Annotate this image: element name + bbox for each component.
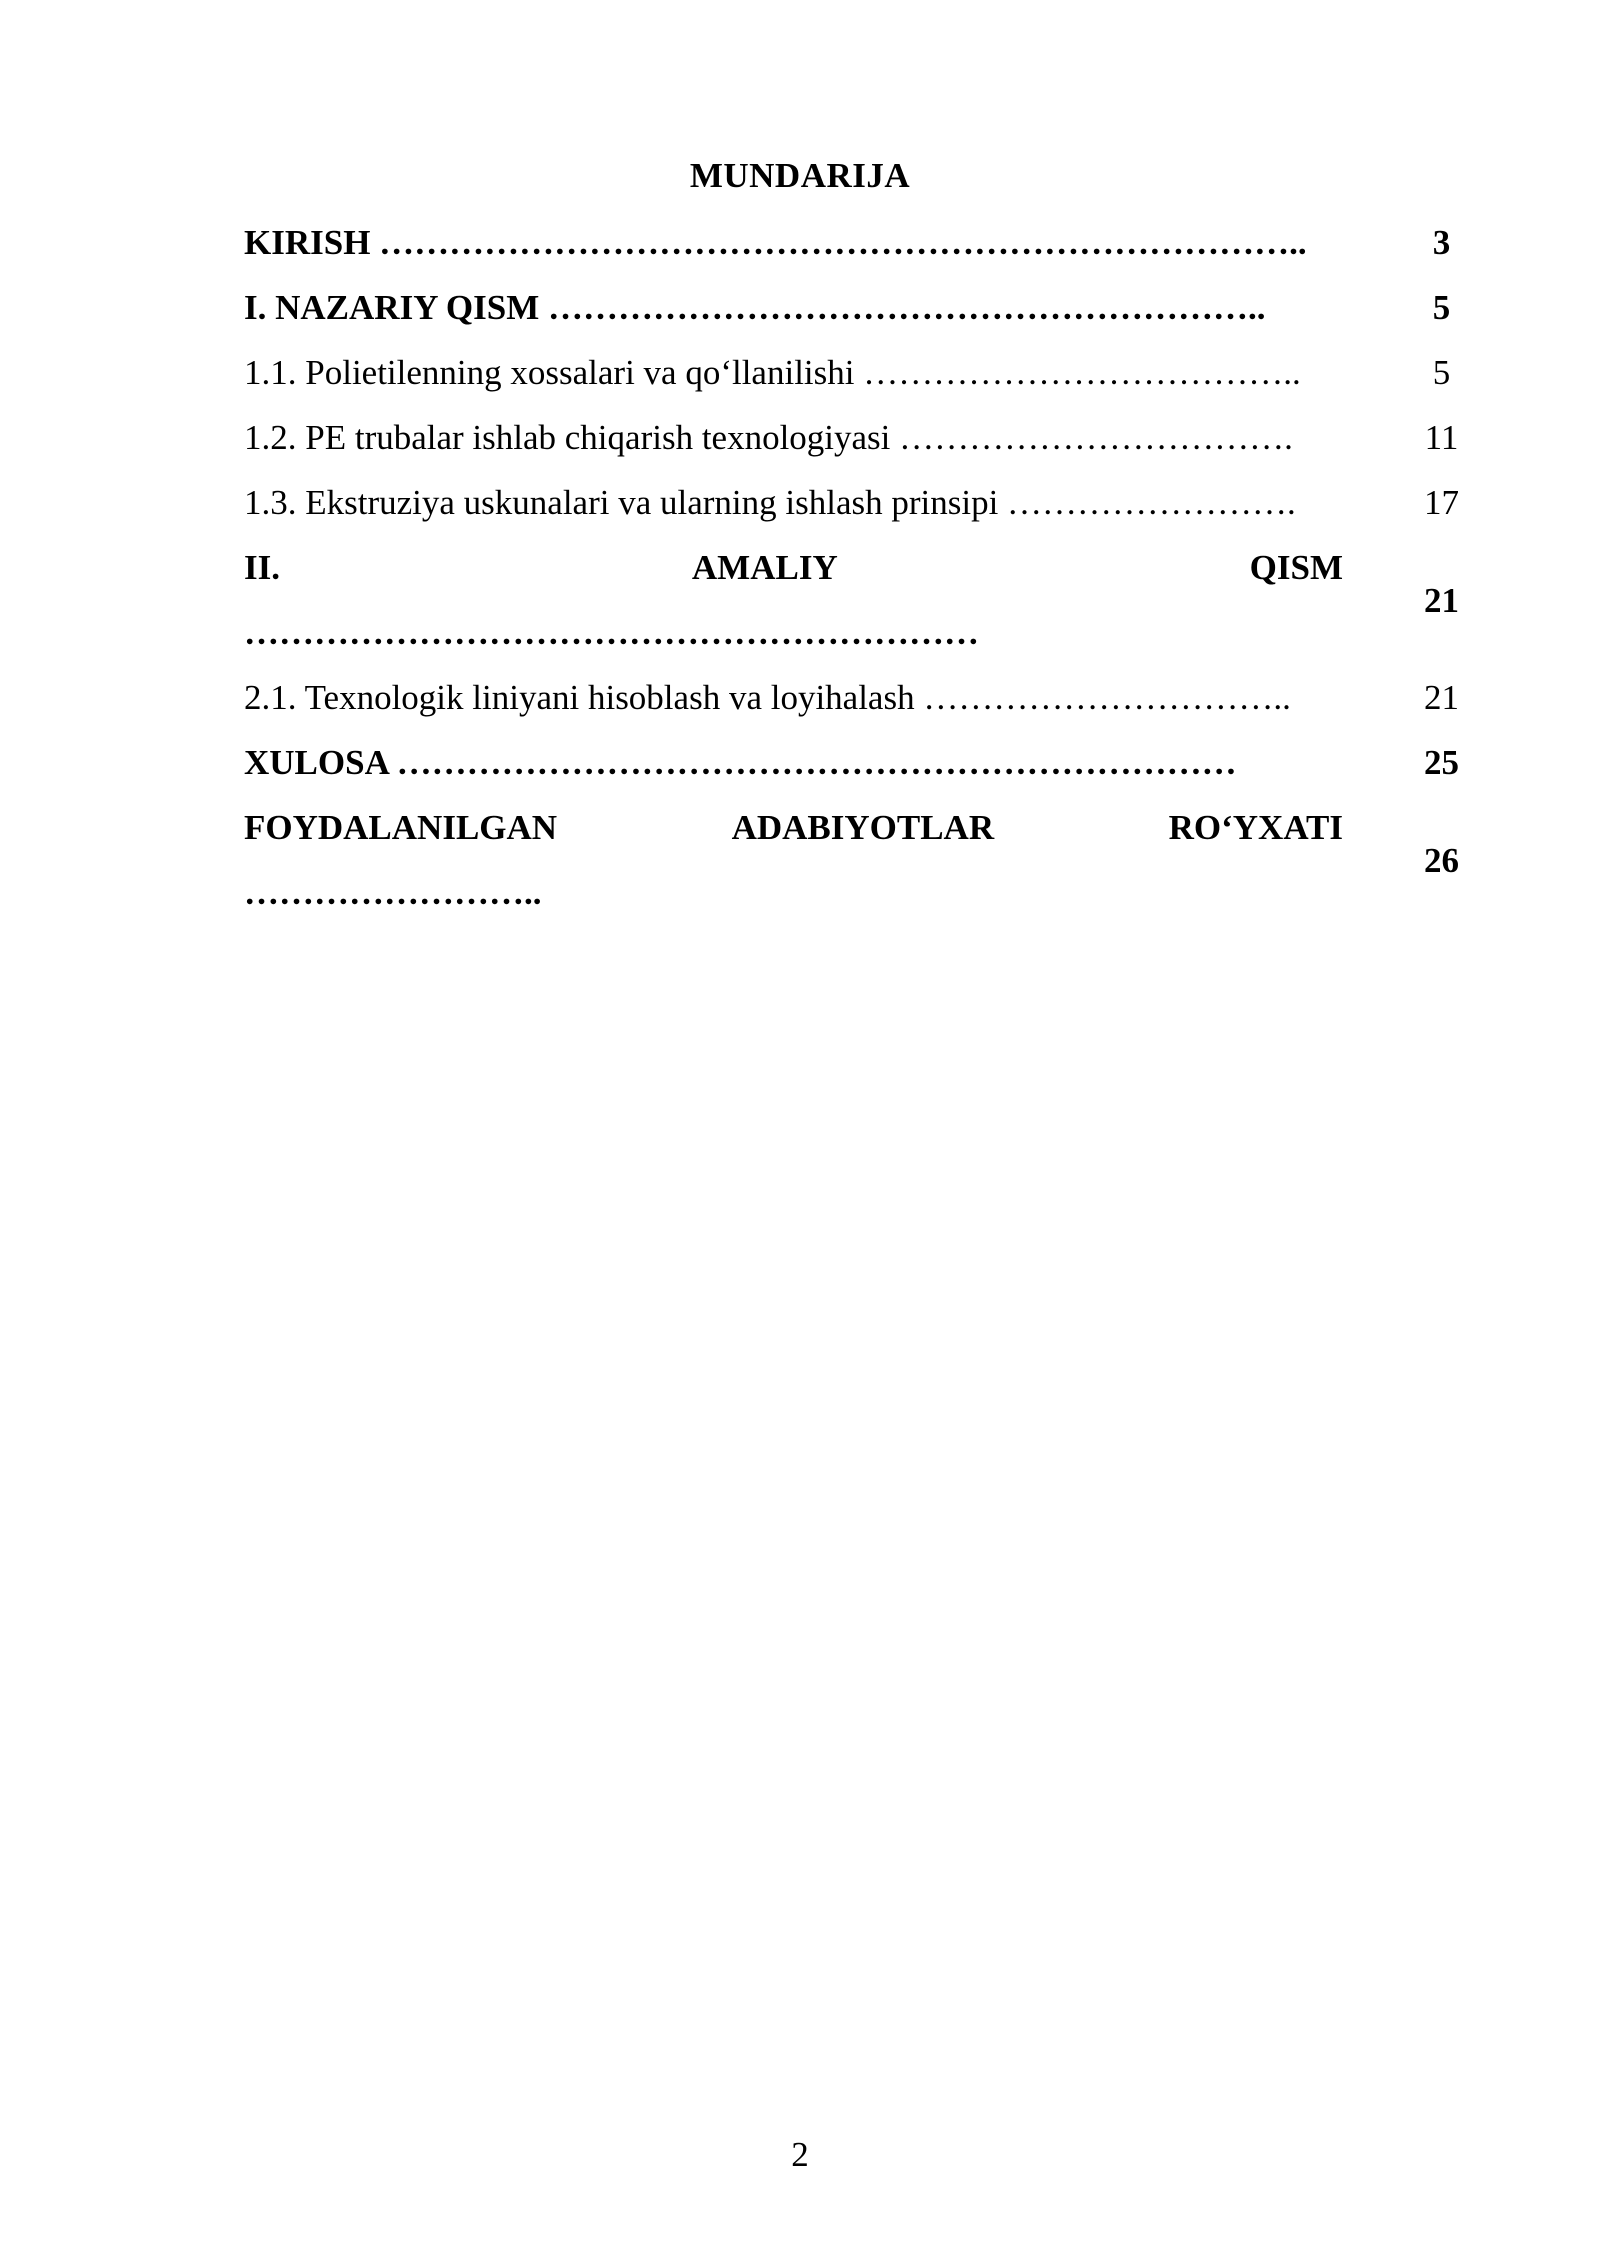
toc-entry-page: 5 — [1432, 353, 1451, 392]
toc-entry-text: I. NAZARIY QISM …………………………………………………….. — [244, 288, 1266, 327]
toc-entry-1-2[interactable] — [244, 405, 1484, 470]
toc-entry-word: QISM — [1249, 548, 1343, 587]
toc-entry-word: II. — [244, 548, 280, 587]
table-of-contents — [244, 210, 1484, 925]
toc-entry-page: 25 — [1424, 743, 1459, 782]
toc-entry-page: 17 — [1424, 483, 1459, 522]
toc-title: MUNDARIJA — [689, 156, 911, 195]
toc-entry-page: 5 — [1432, 288, 1451, 327]
toc-entry-1-3[interactable] — [244, 470, 1484, 535]
toc-entry-dot-leader: ……………………………………………………… — [244, 613, 979, 652]
toc-entry-text: 2.1. Texnologik liniyani hisoblash va loyihalash ………………………….. — [244, 678, 1291, 717]
toc-entry-1-1[interactable] — [244, 340, 1484, 405]
toc-entry-text: XULOSA ……………………………………………………………… — [244, 743, 1237, 782]
toc-entry-page: 21 — [1424, 580, 1459, 620]
toc-entry-nazariy-qism[interactable] — [244, 275, 1484, 340]
toc-entry-text — [244, 795, 1399, 925]
toc-entry-page: 3 — [1432, 223, 1451, 262]
toc-entry-word: AMALIY — [691, 548, 838, 587]
toc-entry-amaliy-qism[interactable] — [244, 535, 1484, 665]
toc-entry-word: RO‘YXATI — [1168, 808, 1343, 847]
toc-entry-heading-line — [244, 795, 1399, 860]
toc-entry-adabiyotlar[interactable] — [244, 795, 1484, 925]
toc-entry-page: 26 — [1424, 840, 1459, 880]
toc-entry-word: FOYDALANILGAN — [244, 808, 558, 847]
toc-entry-page: 11 — [1424, 418, 1459, 457]
toc-entry-text: KIRISH …………………………………………………………………….. — [244, 223, 1307, 262]
toc-entry-dot-leader: …………………….. — [244, 873, 542, 912]
toc-entry-text — [244, 535, 1399, 665]
toc-entry-word: ADABIYOTLAR — [731, 808, 995, 847]
toc-entry-heading-line — [244, 535, 1399, 600]
toc-entry-xulosa[interactable] — [244, 730, 1484, 795]
toc-entry-kirish[interactable] — [244, 210, 1484, 275]
toc-entry-page: 21 — [1424, 678, 1459, 717]
toc-entry-text: 1.3. Ekstruziya uskunalari va ularning ishlash prinsipi ……………………. — [244, 483, 1296, 522]
toc-entry-text: 1.2. PE trubalar ishlab chiqarish texnologiyasi ……………………………. — [244, 418, 1293, 457]
page-number: 2 — [791, 2135, 809, 2174]
toc-entry-text: 1.1. Polietilenning xossalari va qo‘llanilishi ……………………………….. — [244, 353, 1301, 392]
toc-entry-2-1[interactable] — [244, 665, 1484, 730]
